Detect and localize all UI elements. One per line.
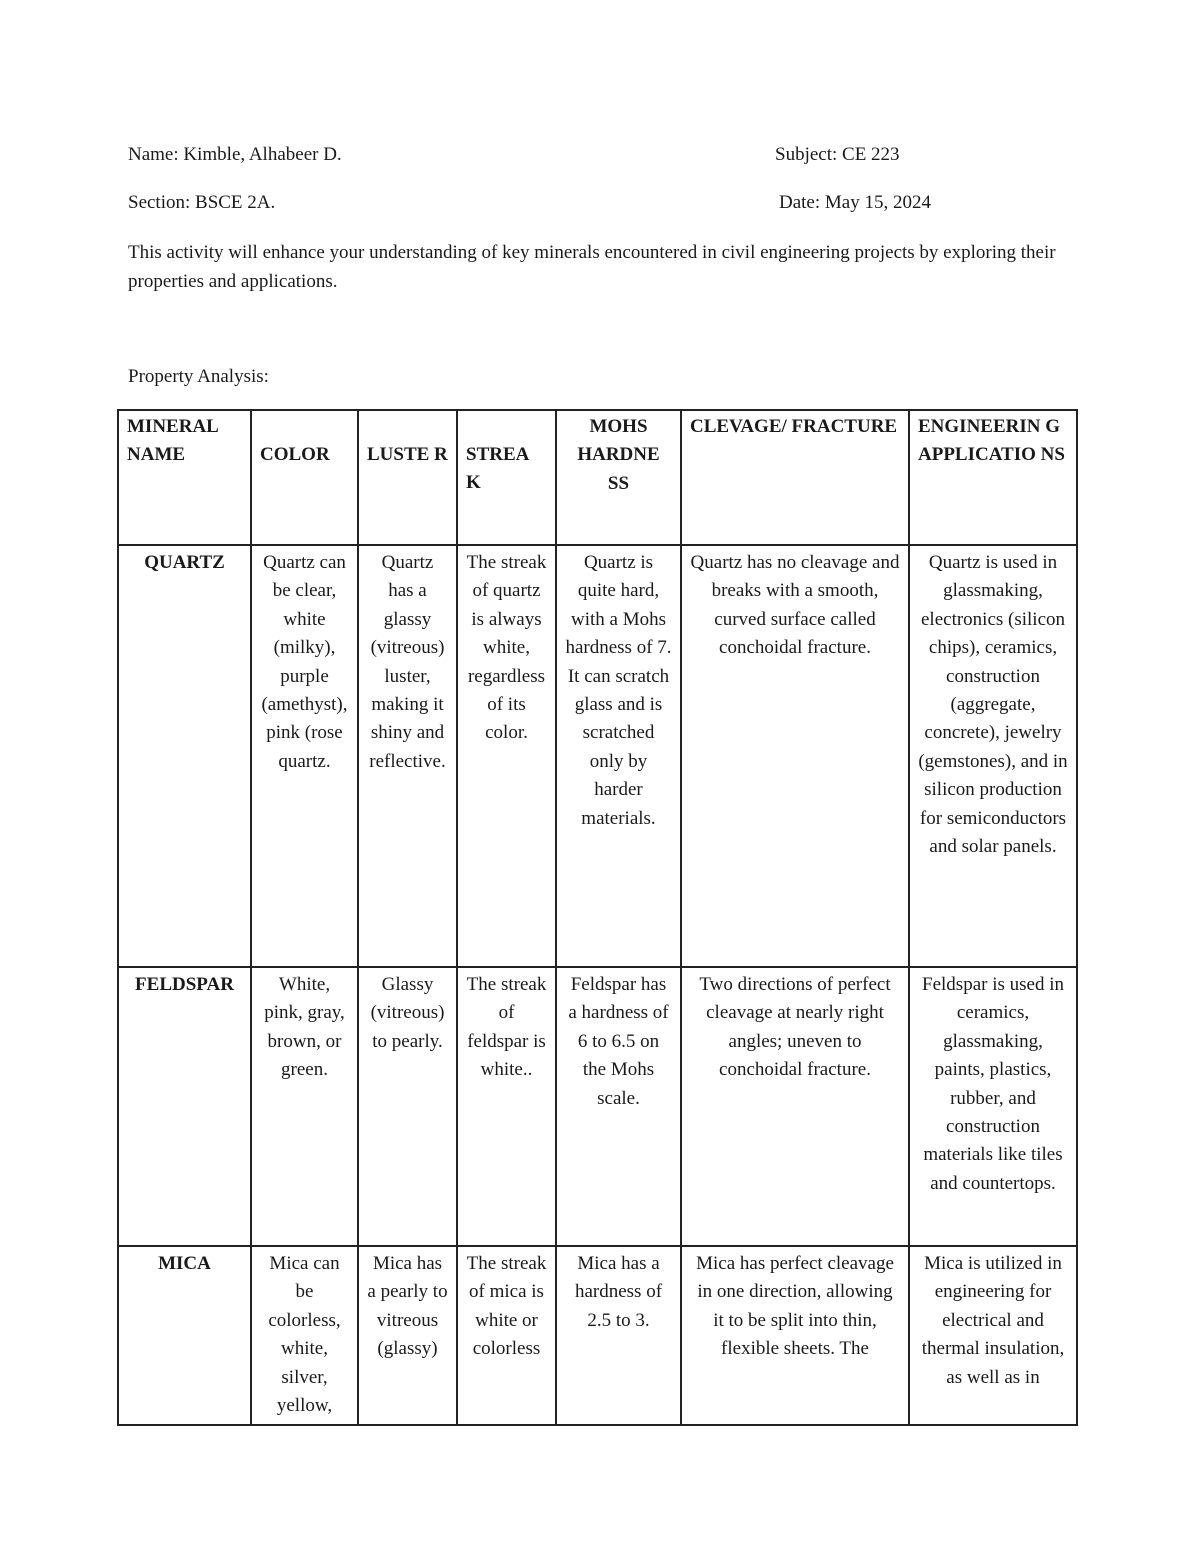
section-label: Section: BSCE 2A.	[128, 192, 276, 213]
applications-cell: Mica is utilized in engineering for electrical and thermal insulation, as well as in	[909, 1246, 1077, 1425]
student-name: Name: Kimble, Alhabeer D.	[128, 144, 342, 165]
cleavage-cell: Two directions of perfect cleavage at nearly right angles; uneven to conchoidal fracture.	[681, 967, 909, 1246]
mineral-name-cell: FELDSPAR	[118, 967, 251, 1246]
column-header-luster: LUSTE R	[358, 410, 457, 545]
column-header-engineering-applications: ENGINEERIN G APPLICATIO NS	[909, 410, 1077, 545]
subject-label: Subject: CE 223	[775, 144, 900, 165]
column-header-cleavage-fracture: CLEVAGE/ FRACTURE	[681, 410, 909, 545]
luster-cell: Mica has a pearly to vitreous (glassy)	[358, 1246, 457, 1425]
luster-cell: Glassy (vitreous) to pearly.	[358, 967, 457, 1246]
table-row	[118, 967, 1077, 1246]
column-header-mohs-hardness: MOHS HARDNE SS	[556, 410, 681, 545]
table-row	[118, 1246, 1077, 1425]
hardness-cell: Mica has a hardness of 2.5 to 3.	[556, 1246, 681, 1425]
streak-cell: The streak of mica is white or colorless	[457, 1246, 556, 1425]
applications-cell: Quartz is used in glassmaking, electronics (silicon chips), ceramics, construction (aggregate, concrete), jewelry (gemstones), and in silicon production for semiconductors and solar panels.	[909, 545, 1077, 967]
hardness-cell: Feldspar has a hardness of 6 to 6.5 on the Mohs scale.	[556, 967, 681, 1246]
mineral-name-cell: MICA	[118, 1246, 251, 1425]
luster-cell: Quartz has a glassy (vitreous) luster, making it shiny and reflective.	[358, 545, 457, 967]
column-header-streak: STREA K	[457, 410, 556, 545]
column-header-mineral-name: MINERAL NAME	[118, 410, 251, 545]
color-cell: Mica can be colorless, white, silver, yellow,	[251, 1246, 358, 1425]
streak-cell: The streak of quartz is always white, regardless of its color.	[457, 545, 556, 967]
cleavage-cell: Mica has perfect cleavage in one direction, allowing it to be split into thin, flexible sheets. The	[681, 1246, 909, 1425]
applications-cell: Feldspar is used in ceramics, glassmaking, paints, plastics, rubber, and construction materials like tiles and countertops.	[909, 967, 1077, 1246]
date-label: Date: May 15, 2024	[779, 192, 931, 213]
property-analysis-table	[117, 409, 1078, 1426]
column-header-color: COLOR	[251, 410, 358, 545]
intro-paragraph: This activity will enhance your understanding of key minerals encountered in civil engineering projects by exploring their properties and applications.	[128, 242, 1056, 292]
streak-cell: The streak of feldspar is white..	[457, 967, 556, 1246]
mineral-name-cell: QUARTZ	[118, 545, 251, 967]
table-row	[118, 545, 1077, 967]
color-cell: White, pink, gray, brown, or green.	[251, 967, 358, 1246]
section-title: Property Analysis:	[128, 366, 269, 387]
cleavage-cell: Quartz has no cleavage and breaks with a smooth, curved surface called conchoidal fracture.	[681, 545, 909, 967]
hardness-cell: Quartz is quite hard, with a Mohs hardness of 7. It can scratch glass and is scratched only by harder materials.	[556, 545, 681, 967]
table-header-row	[118, 410, 1077, 545]
color-cell: Quartz can be clear, white (milky), purple (amethyst), pink (rose quartz.	[251, 545, 358, 967]
